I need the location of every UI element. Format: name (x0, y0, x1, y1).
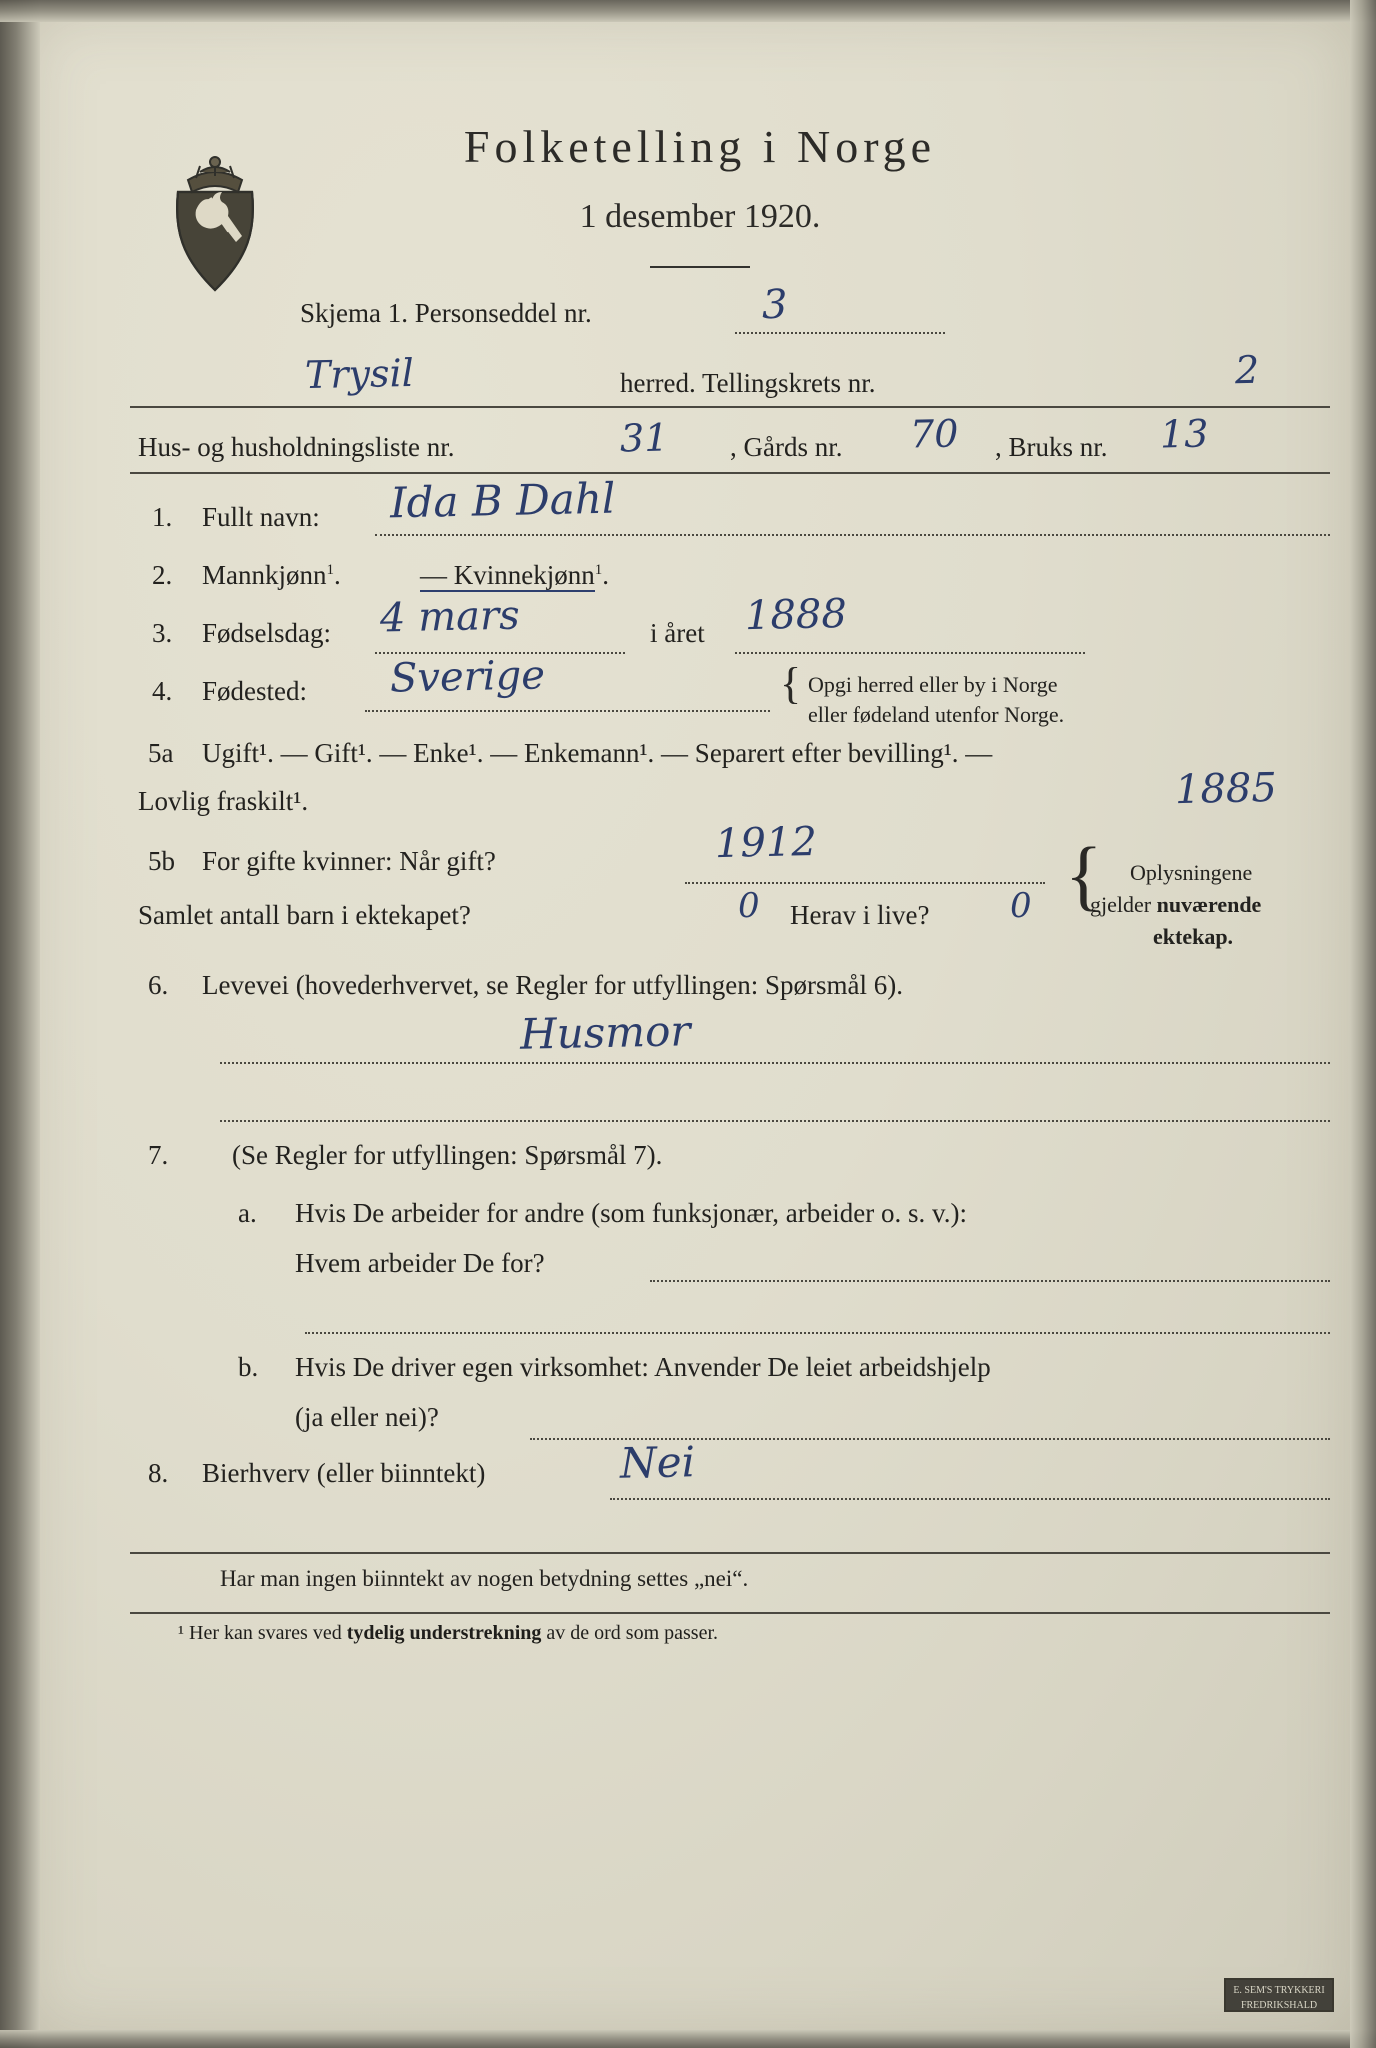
q4-note-line2: eller fødeland utenfor Norge. (808, 702, 1065, 727)
printer-stamp-line1: E. SEM'S TRYKKERI (1233, 1985, 1325, 1996)
q8-line (610, 1498, 1330, 1500)
q8-number: 8. (148, 1458, 169, 1488)
q5b-note-line2 (1090, 892, 1261, 918)
q5a-label: Ugift¹. — Gift¹. — Enke¹. — Enkemann¹. — Separert efter bevilling¹. — (202, 738, 993, 768)
schema-number-value: 3 (761, 281, 788, 329)
q5b-label: For gifte kvinner: Når gift? (202, 846, 496, 876)
gaards-label: , Gårds nr. (730, 432, 843, 462)
footnote-post: av de ord som passer. (541, 1622, 719, 1644)
q3-year-value: 1888 (744, 590, 848, 640)
bruks-label: , Bruks nr. (995, 432, 1108, 462)
q3-year-line (735, 652, 1085, 654)
q7b-line1: Hvis De driver egen virksomhet: Anvender De leiet arbeidshjelp (295, 1352, 991, 1382)
footer-note: Har man ingen biinntekt av nogen betydning settes „nei“. (220, 1566, 749, 1591)
q7a-answer-line2 (305, 1332, 1330, 1334)
q2-label-mann: Mannkjønn$^1$. (202, 560, 341, 590)
herred-rule (130, 406, 1330, 408)
q2-kvinne-sup: 1 (594, 562, 603, 578)
q6-line1 (220, 1062, 1330, 1064)
footnote-bold: tydelig understrekning (346, 1622, 542, 1644)
scan-edge-bottom (0, 2030, 1376, 2048)
q5b-year-line (685, 882, 1045, 884)
q6-line2 (220, 1120, 1330, 1122)
q4-line (365, 710, 770, 712)
q5b-children-label: Samlet antall barn i ektekapet? (138, 900, 471, 930)
footnote-pre: Her kan svares ved (189, 1622, 347, 1644)
q3-year-label: i året (650, 618, 705, 648)
q5b-note-gjelder: gjelder (1090, 892, 1157, 917)
q7-label: (Se Regler for utfyllingen: Spørsmål 7). (232, 1140, 663, 1170)
q5b-alive-label: Herav i live? (790, 900, 930, 930)
q5b-number: 5b (148, 846, 175, 876)
q5b-note-nuvaerende: nuværende (1156, 892, 1262, 917)
document-title (90, 120, 1310, 173)
q4-number: 4. (152, 676, 173, 706)
q5b-note-brace: { (1065, 831, 1103, 918)
schema-label: Skjema 1. Personseddel nr. (300, 298, 592, 328)
gaards-number-value: 70 (909, 411, 959, 457)
household-label: Hus- og husholdningsliste nr. (138, 432, 455, 462)
footnote-text (178, 1622, 718, 1645)
paper-surface (34, 18, 1350, 2030)
q6-number: 6. (148, 970, 169, 1000)
household-rule (130, 472, 1330, 474)
q4-note-line1: Opgi herred eller by i Norge (808, 672, 1058, 697)
household-number-value: 31 (619, 415, 669, 461)
q5a-label-line2: Lovlig fraskilt¹. (138, 786, 309, 816)
q6-label: Levevei (hovederhvervet, se Regler for utfyllingen: Spørsmål 6). (202, 970, 904, 1000)
q7a-line2: Hvem arbeider De for? (295, 1248, 545, 1278)
q3-day-value: 4 mars (379, 592, 521, 642)
q5a-margin-note: 1885 (1174, 764, 1278, 814)
q5b-alive-value: 0 (1009, 885, 1033, 927)
q3-number: 3. (152, 618, 173, 648)
q1-value: Ida B Dahl (389, 473, 616, 528)
q5b-children-value: 0 (737, 885, 761, 927)
schema-number-line (735, 332, 945, 334)
q6-value: Husmor (519, 1006, 691, 1059)
q2-label-kvinne: — Kvinnekjønn$^1$. (420, 560, 609, 590)
q4-label: Fødested: (202, 676, 307, 706)
q4-value: Sverige (389, 652, 546, 702)
q1-label: Fullt navn: (202, 502, 320, 532)
q7a-answer-line (650, 1280, 1330, 1282)
footnote-marker: ¹ (178, 1622, 184, 1644)
q5b-year-value: 1912 (714, 818, 818, 868)
herred-value: Trysil (304, 350, 415, 398)
q2-mann-sup: 1 (326, 562, 334, 578)
footer-rule-bottom (130, 1612, 1330, 1614)
bruks-number-value: 13 (1159, 411, 1209, 457)
scan-edge-right (1350, 0, 1376, 2048)
q2-mann-text: Mannkjønn (202, 560, 327, 590)
q5b-note-line1: Oplysningene (1130, 860, 1253, 885)
q5a-number: 5a (148, 738, 174, 768)
title-divider (650, 266, 750, 268)
q1-line (375, 534, 1330, 536)
printer-stamp (1224, 1978, 1334, 2012)
q7a-line1: Hvis De arbeider for andre (som funksjonær, arbeider o. s. v.): (295, 1198, 967, 1228)
q7b-line2: (ja eller nei)? (295, 1402, 439, 1432)
document-title-text: Folketelling i Norge (463, 121, 937, 172)
q2-kvinne-text: — Kvinnekjønn (420, 560, 595, 590)
tellingskrets-value: 2 (1234, 347, 1260, 393)
q2-number: 2. (152, 560, 173, 590)
herred-label: herred. Tellingskrets nr. (620, 368, 876, 398)
q4-note-brace: { (780, 659, 802, 708)
scan-edge-top (0, 0, 1376, 22)
q7a-marker: a. (238, 1198, 257, 1228)
q3-label: Fødselsdag: (202, 618, 332, 648)
q7-number: 7. (148, 1140, 169, 1170)
q8-label: Bierhverv (eller biinntekt) (202, 1458, 486, 1488)
footer-rule-top (130, 1552, 1330, 1554)
document-subtitle: 1 desember 1920. (579, 198, 821, 235)
q8-value: Nei (619, 1437, 696, 1488)
q7b-marker: b. (238, 1352, 259, 1382)
scan-edge-left (0, 0, 40, 2048)
q1-number: 1. (152, 502, 173, 532)
q5b-note-line3: ektekap. (1153, 924, 1234, 949)
printer-stamp-line2: FREDRIKSHALD (1240, 2000, 1318, 2011)
